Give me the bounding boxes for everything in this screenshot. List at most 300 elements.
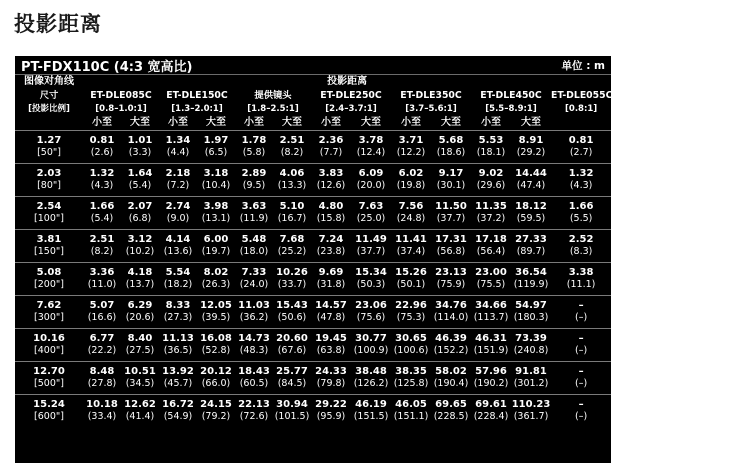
distance-m: – — [551, 329, 611, 346]
distance-ft: (11.1) — [566, 279, 596, 290]
distance-ft: (119.9) — [513, 279, 549, 290]
distance-ft: (22.2) — [87, 345, 117, 356]
distance-m: 7.24 — [311, 230, 351, 247]
distance-ft: (72.6) — [239, 411, 269, 422]
distance-ft: (151.9) — [473, 345, 509, 356]
max-label: 大至 — [282, 116, 302, 128]
distance-m: 3.63 — [235, 197, 273, 214]
distance-m: 91.81 — [511, 362, 551, 379]
distance-m: 6.09 — [351, 164, 391, 181]
max-label: 大至 — [441, 116, 461, 128]
distance-m: 17.18 — [471, 230, 511, 247]
distance-ft: (–) — [575, 345, 588, 356]
distance-m: 5.53 — [471, 131, 511, 148]
distance-m: 20.12 — [197, 362, 235, 379]
distance-ft: (5.8) — [242, 147, 266, 158]
distance-m: 6.29 — [121, 296, 159, 313]
distance-m: 7.63 — [351, 197, 391, 214]
distance-m: 3.71 — [391, 131, 431, 148]
distance-ft: (5.4) — [128, 180, 152, 191]
lens-ratio-4: [3.7–5.6:1] — [405, 104, 457, 114]
distance-m: 5.54 — [159, 263, 197, 280]
distance-ft: (10.2) — [125, 246, 155, 257]
distance-m: 46.31 — [471, 329, 511, 346]
distance-ft: (–) — [575, 312, 588, 323]
lens-name-6: ET-DLE055C — [551, 90, 613, 101]
distance-m: 54.97 — [511, 296, 551, 313]
fixed-blank — [551, 115, 611, 131]
distance-m: 14.73 — [235, 329, 273, 346]
distance-m: 1.32 — [551, 164, 611, 181]
size-in: [300"] — [34, 312, 64, 323]
lens-ratio-2: [1.8–2.5:1] — [247, 104, 299, 114]
distance-m: 2.51 — [273, 131, 311, 148]
distance-ft: (31.8) — [316, 279, 346, 290]
distance-ft: (59.5) — [516, 213, 546, 224]
distance-ft: (190.2) — [473, 378, 509, 389]
distance-m: 10.51 — [121, 362, 159, 379]
size-m: 2.03 — [15, 164, 83, 181]
size-in: [200"] — [34, 279, 64, 290]
distance-m: 1.64 — [121, 164, 159, 181]
distance-ft: (79.8) — [316, 378, 346, 389]
table-row — [15, 263, 611, 280]
distance-ft: (95.9) — [316, 411, 346, 422]
max-label: 大至 — [130, 116, 150, 128]
table-row-ft — [15, 312, 611, 329]
distance-m: 2.89 — [235, 164, 273, 181]
distance-m: – — [551, 296, 611, 313]
size-in: [600"] — [34, 411, 64, 422]
distance-ft: (5.4) — [90, 213, 114, 224]
distance-ft: (75.6) — [356, 312, 386, 323]
distance-m: 4.18 — [121, 263, 159, 280]
distance-ft: (84.5) — [277, 378, 307, 389]
size-header-line2: 尺寸 — [39, 90, 59, 101]
distance-ft: (16.7) — [277, 213, 307, 224]
distance-ft: (18.0) — [239, 246, 269, 257]
size-in: [100"] — [34, 213, 64, 224]
distance-ft: (–) — [575, 411, 588, 422]
distance-ft: (29.2) — [516, 147, 546, 158]
distance-m: 3.18 — [197, 164, 235, 181]
distance-ft: (36.2) — [239, 312, 269, 323]
size-in: [80"] — [37, 180, 61, 191]
distance-ft: (47.8) — [316, 312, 346, 323]
distance-ft: (7.2) — [166, 180, 190, 191]
distance-ft: (45.7) — [163, 378, 193, 389]
distance-m: 13.92 — [159, 362, 197, 379]
distance-ft: (125.8) — [393, 378, 429, 389]
distance-ft: (301.2) — [513, 378, 549, 389]
size-in: [50"] — [37, 147, 61, 158]
distance-ft: (75.5) — [476, 279, 506, 290]
distance-m: 3.38 — [551, 263, 611, 280]
distance-m: 15.43 — [273, 296, 311, 313]
distance-ft: (48.3) — [239, 345, 269, 356]
distance-m: 1.78 — [235, 131, 273, 148]
table-row-ft — [15, 345, 611, 362]
distance-ft: (228.5) — [433, 411, 469, 422]
distance-m: 9.02 — [471, 164, 511, 181]
distance-m: 12.62 — [121, 395, 159, 412]
size-in: [400"] — [34, 345, 64, 356]
distance-grid — [15, 75, 611, 427]
distance-ft: (25.2) — [277, 246, 307, 257]
distance-m: 3.83 — [311, 164, 351, 181]
distance-ft: (228.4) — [473, 411, 509, 422]
size-header-line3: [投影比例] — [28, 104, 70, 114]
max-label: 大至 — [361, 116, 381, 128]
distance-ft: (30.1) — [436, 180, 466, 191]
distance-m: 23.06 — [351, 296, 391, 313]
distance-m: 7.68 — [273, 230, 311, 247]
distance-ft: (75.3) — [396, 312, 426, 323]
distance-ft: (13.7) — [125, 279, 155, 290]
size-header-line1: 图像对角线 — [24, 76, 74, 87]
distance-ft: (–) — [575, 378, 588, 389]
distance-m: 8.33 — [159, 296, 197, 313]
distance-m: 73.39 — [511, 329, 551, 346]
distance-ft: (47.4) — [516, 180, 546, 191]
distance-ft: (13.1) — [201, 213, 231, 224]
distance-ft: (50.1) — [396, 279, 426, 290]
projection-distance-table — [15, 56, 611, 463]
distance-m: 27.33 — [511, 230, 551, 247]
size-m: 12.70 — [15, 362, 83, 379]
distance-ft: (24.0) — [239, 279, 269, 290]
distance-m: 5.07 — [83, 296, 121, 313]
distance-m: 15.34 — [351, 263, 391, 280]
distance-ft: (75.9) — [436, 279, 466, 290]
distance-m: 2.18 — [159, 164, 197, 181]
size-in: [500"] — [34, 378, 64, 389]
distance-m: 38.48 — [351, 362, 391, 379]
distance-ft: (113.7) — [473, 312, 509, 323]
distance-m: 110.23 — [511, 395, 551, 412]
distance-m: 8.91 — [511, 131, 551, 148]
distance-m: 7.33 — [235, 263, 273, 280]
distance-m: 17.31 — [431, 230, 471, 247]
distance-ft: (27.8) — [87, 378, 117, 389]
distance-ft: (39.5) — [201, 312, 231, 323]
lens-name-5: ET-DLE450C — [480, 90, 542, 101]
size-m: 15.24 — [15, 395, 83, 412]
distance-m: 46.19 — [351, 395, 391, 412]
distance-m: 0.81 — [83, 131, 121, 148]
distance-ft: (11.0) — [87, 279, 117, 290]
distance-m: 46.39 — [431, 329, 471, 346]
distance-ft: (12.4) — [356, 147, 386, 158]
distance-m: 57.96 — [471, 362, 511, 379]
distance-m: 30.65 — [391, 329, 431, 346]
distance-m: 2.51 — [83, 230, 121, 247]
max-label: 大至 — [206, 116, 226, 128]
distance-m: 38.35 — [391, 362, 431, 379]
distance-m: 69.65 — [431, 395, 471, 412]
distance-ft: (10.4) — [201, 180, 231, 191]
distance-ft: (34.5) — [125, 378, 155, 389]
distance-m: 11.41 — [391, 230, 431, 247]
distance-m: 1.32 — [83, 164, 121, 181]
distance-m: 11.49 — [351, 230, 391, 247]
min-label: 小至 — [401, 116, 421, 128]
distance-ft: (2.7) — [569, 147, 593, 158]
distance-m: 16.08 — [197, 329, 235, 346]
distance-m: – — [551, 362, 611, 379]
table-row — [15, 230, 611, 247]
table-row-ft — [15, 147, 611, 164]
distance-m: 8.02 — [197, 263, 235, 280]
unit-label: 单位 : m — [561, 59, 605, 72]
distance-ft: (27.3) — [163, 312, 193, 323]
distance-ft: (37.7) — [356, 246, 386, 257]
distance-m: 5.68 — [431, 131, 471, 148]
distance-ft: (9.0) — [166, 213, 190, 224]
distance-m: 3.78 — [351, 131, 391, 148]
distance-m: 7.56 — [391, 197, 431, 214]
distance-m: 19.45 — [311, 329, 351, 346]
min-label: 小至 — [481, 116, 501, 128]
distance-ft: (8.2) — [90, 246, 114, 257]
distance-ft: (37.4) — [396, 246, 426, 257]
distance-m: 6.00 — [197, 230, 235, 247]
distance-m: 2.36 — [311, 131, 351, 148]
distance-ft: (5.5) — [569, 213, 593, 224]
table-row — [15, 395, 611, 412]
size-m: 3.81 — [15, 230, 83, 247]
distance-ft: (3.3) — [128, 147, 152, 158]
distance-m: 3.36 — [83, 263, 121, 280]
distance-m: 23.13 — [431, 263, 471, 280]
size-header-blank — [15, 115, 83, 131]
min-label: 小至 — [168, 116, 188, 128]
distance-ft: (20.6) — [125, 312, 155, 323]
distance-ft: (33.7) — [277, 279, 307, 290]
distance-ft: (4.4) — [166, 147, 190, 158]
size-m: 1.27 — [15, 131, 83, 148]
distance-ft: (2.6) — [90, 147, 114, 158]
distance-m: 2.74 — [159, 197, 197, 214]
distance-ft: (4.3) — [569, 180, 593, 191]
table-row — [15, 197, 611, 214]
distance-ft: (4.3) — [90, 180, 114, 191]
distance-ft: (50.6) — [277, 312, 307, 323]
table-row — [15, 296, 611, 313]
size-m: 5.08 — [15, 263, 83, 280]
distance-ft: (63.8) — [316, 345, 346, 356]
distance-m: 34.76 — [431, 296, 471, 313]
distance-m: 8.48 — [83, 362, 121, 379]
distance-m: 30.94 — [273, 395, 311, 412]
distance-ft: (27.5) — [125, 345, 155, 356]
distance-ft: (25.0) — [356, 213, 386, 224]
distance-ft: (100.9) — [353, 345, 389, 356]
distance-m: 11.13 — [159, 329, 197, 346]
distance-m: 24.33 — [311, 362, 351, 379]
distance-ft: (19.7) — [201, 246, 231, 257]
distance-ft: (67.6) — [277, 345, 307, 356]
distance-m: 10.18 — [83, 395, 121, 412]
distance-ft: (52.8) — [201, 345, 231, 356]
distance-m: 20.60 — [273, 329, 311, 346]
distance-m: 18.43 — [235, 362, 273, 379]
table-row-ft — [15, 246, 611, 263]
lens-ratio-0: [0.8–1.0:1] — [95, 104, 147, 114]
distance-ft: (12.6) — [316, 180, 346, 191]
distance-m: 9.17 — [431, 164, 471, 181]
lens-name-2: 提供镜头 — [254, 90, 292, 101]
distance-m: 18.12 — [511, 197, 551, 214]
distance-ft: (54.9) — [163, 411, 193, 422]
distance-m: 24.15 — [197, 395, 235, 412]
distance-m: 3.98 — [197, 197, 235, 214]
distance-m: 22.13 — [235, 395, 273, 412]
distance-m: 10.26 — [273, 263, 311, 280]
distance-m: 5.48 — [235, 230, 273, 247]
lens-ratio-1: [1.3–2.0:1] — [171, 104, 223, 114]
distance-ft: (79.2) — [201, 411, 231, 422]
distance-m: 6.77 — [83, 329, 121, 346]
size-m: 10.16 — [15, 329, 83, 346]
distance-ft: (56.4) — [476, 246, 506, 257]
distance-m: 0.81 — [551, 131, 611, 148]
distance-m: 2.07 — [121, 197, 159, 214]
lens-name-1: ET-DLE150C — [166, 90, 228, 101]
table-row-ft — [15, 411, 611, 427]
distance-m: – — [551, 395, 611, 412]
table-row-ft — [15, 378, 611, 395]
distance-header: 投影距离 — [327, 76, 368, 87]
distance-m: 69.61 — [471, 395, 511, 412]
distance-ft: (18.2) — [163, 279, 193, 290]
distance-m: 4.06 — [273, 164, 311, 181]
distance-m: 14.57 — [311, 296, 351, 313]
min-label: 小至 — [244, 116, 264, 128]
distance-ft: (6.5) — [204, 147, 228, 158]
distance-ft: (361.7) — [513, 411, 549, 422]
distance-m: 4.14 — [159, 230, 197, 247]
distance-m: 2.52 — [551, 230, 611, 247]
size-in: [150"] — [34, 246, 64, 257]
distance-m: 11.35 — [471, 197, 511, 214]
table-title-bar — [15, 56, 611, 75]
distance-ft: (6.8) — [128, 213, 152, 224]
distance-m: 1.97 — [197, 131, 235, 148]
distance-ft: (18.6) — [436, 147, 466, 158]
distance-ft: (56.8) — [436, 246, 466, 257]
distance-ft: (29.6) — [476, 180, 506, 191]
distance-ft: (89.7) — [516, 246, 546, 257]
distance-ft: (114.0) — [433, 312, 469, 323]
distance-m: 1.34 — [159, 131, 197, 148]
distance-m: 22.96 — [391, 296, 431, 313]
size-m: 7.62 — [15, 296, 83, 313]
size-m: 2.54 — [15, 197, 83, 214]
distance-m: 46.05 — [391, 395, 431, 412]
distance-m: 11.50 — [431, 197, 471, 214]
min-label: 小至 — [321, 116, 341, 128]
distance-ft: (8.3) — [569, 246, 593, 257]
distance-ft: (240.8) — [513, 345, 549, 356]
distance-ft: (101.5) — [274, 411, 310, 422]
distance-ft: (152.2) — [433, 345, 469, 356]
lens-ratio-6: [0.8:1] — [565, 104, 598, 114]
distance-ft: (60.5) — [239, 378, 269, 389]
distance-m: 58.02 — [431, 362, 471, 379]
distance-m: 23.00 — [471, 263, 511, 280]
distance-m: 30.77 — [351, 329, 391, 346]
distance-ft: (13.3) — [277, 180, 307, 191]
distance-ft: (50.3) — [356, 279, 386, 290]
distance-m: 1.66 — [83, 197, 121, 214]
distance-ft: (41.4) — [125, 411, 155, 422]
table-row — [15, 362, 611, 379]
distance-ft: (151.5) — [353, 411, 389, 422]
distance-m: 1.66 — [551, 197, 611, 214]
lens-ratio-3: [2.4–3.7:1] — [325, 104, 377, 114]
distance-ft: (7.7) — [319, 147, 343, 158]
distance-m: 15.26 — [391, 263, 431, 280]
table-row — [15, 164, 611, 181]
max-label: 大至 — [521, 116, 541, 128]
distance-ft: (33.4) — [87, 411, 117, 422]
distance-ft: (12.2) — [396, 147, 426, 158]
distance-m: 16.72 — [159, 395, 197, 412]
distance-m: 3.12 — [121, 230, 159, 247]
table-row-ft — [15, 213, 611, 230]
distance-m: 14.44 — [511, 164, 551, 181]
distance-ft: (37.7) — [436, 213, 466, 224]
distance-ft: (23.8) — [316, 246, 346, 257]
distance-m: 11.03 — [235, 296, 273, 313]
distance-ft: (20.0) — [356, 180, 386, 191]
table-row-ft — [15, 279, 611, 296]
table-row — [15, 329, 611, 346]
distance-m: 1.01 — [121, 131, 159, 148]
distance-ft: (16.6) — [87, 312, 117, 323]
lens-name-4: ET-DLE350C — [400, 90, 462, 101]
lens-name-3: ET-DLE250C — [320, 90, 382, 101]
table-row-ft — [15, 180, 611, 197]
distance-ft: (11.9) — [239, 213, 269, 224]
distance-ft: (13.6) — [163, 246, 193, 257]
distance-ft: (36.5) — [163, 345, 193, 356]
distance-ft: (190.4) — [433, 378, 469, 389]
distance-m: 4.80 — [311, 197, 351, 214]
distance-ft: (180.3) — [513, 312, 549, 323]
table-row — [15, 131, 611, 148]
distance-ft: (151.1) — [393, 411, 429, 422]
distance-m: 6.02 — [391, 164, 431, 181]
distance-ft: (15.8) — [316, 213, 346, 224]
distance-ft: (18.1) — [476, 147, 506, 158]
distance-ft: (37.2) — [476, 213, 506, 224]
distance-m: 12.05 — [197, 296, 235, 313]
distance-ft: (9.5) — [242, 180, 266, 191]
lens-name-0: ET-DLE085C — [90, 90, 152, 101]
distance-ft: (8.2) — [280, 147, 304, 158]
distance-m: 25.77 — [273, 362, 311, 379]
distance-m: 9.69 — [311, 263, 351, 280]
distance-ft: (24.8) — [396, 213, 426, 224]
distance-ft: (19.8) — [396, 180, 426, 191]
min-label: 小至 — [92, 116, 112, 128]
distance-ft: (66.0) — [201, 378, 231, 389]
distance-m: 5.10 — [273, 197, 311, 214]
distance-ft: (26.3) — [201, 279, 231, 290]
distance-ft: (126.2) — [353, 378, 389, 389]
